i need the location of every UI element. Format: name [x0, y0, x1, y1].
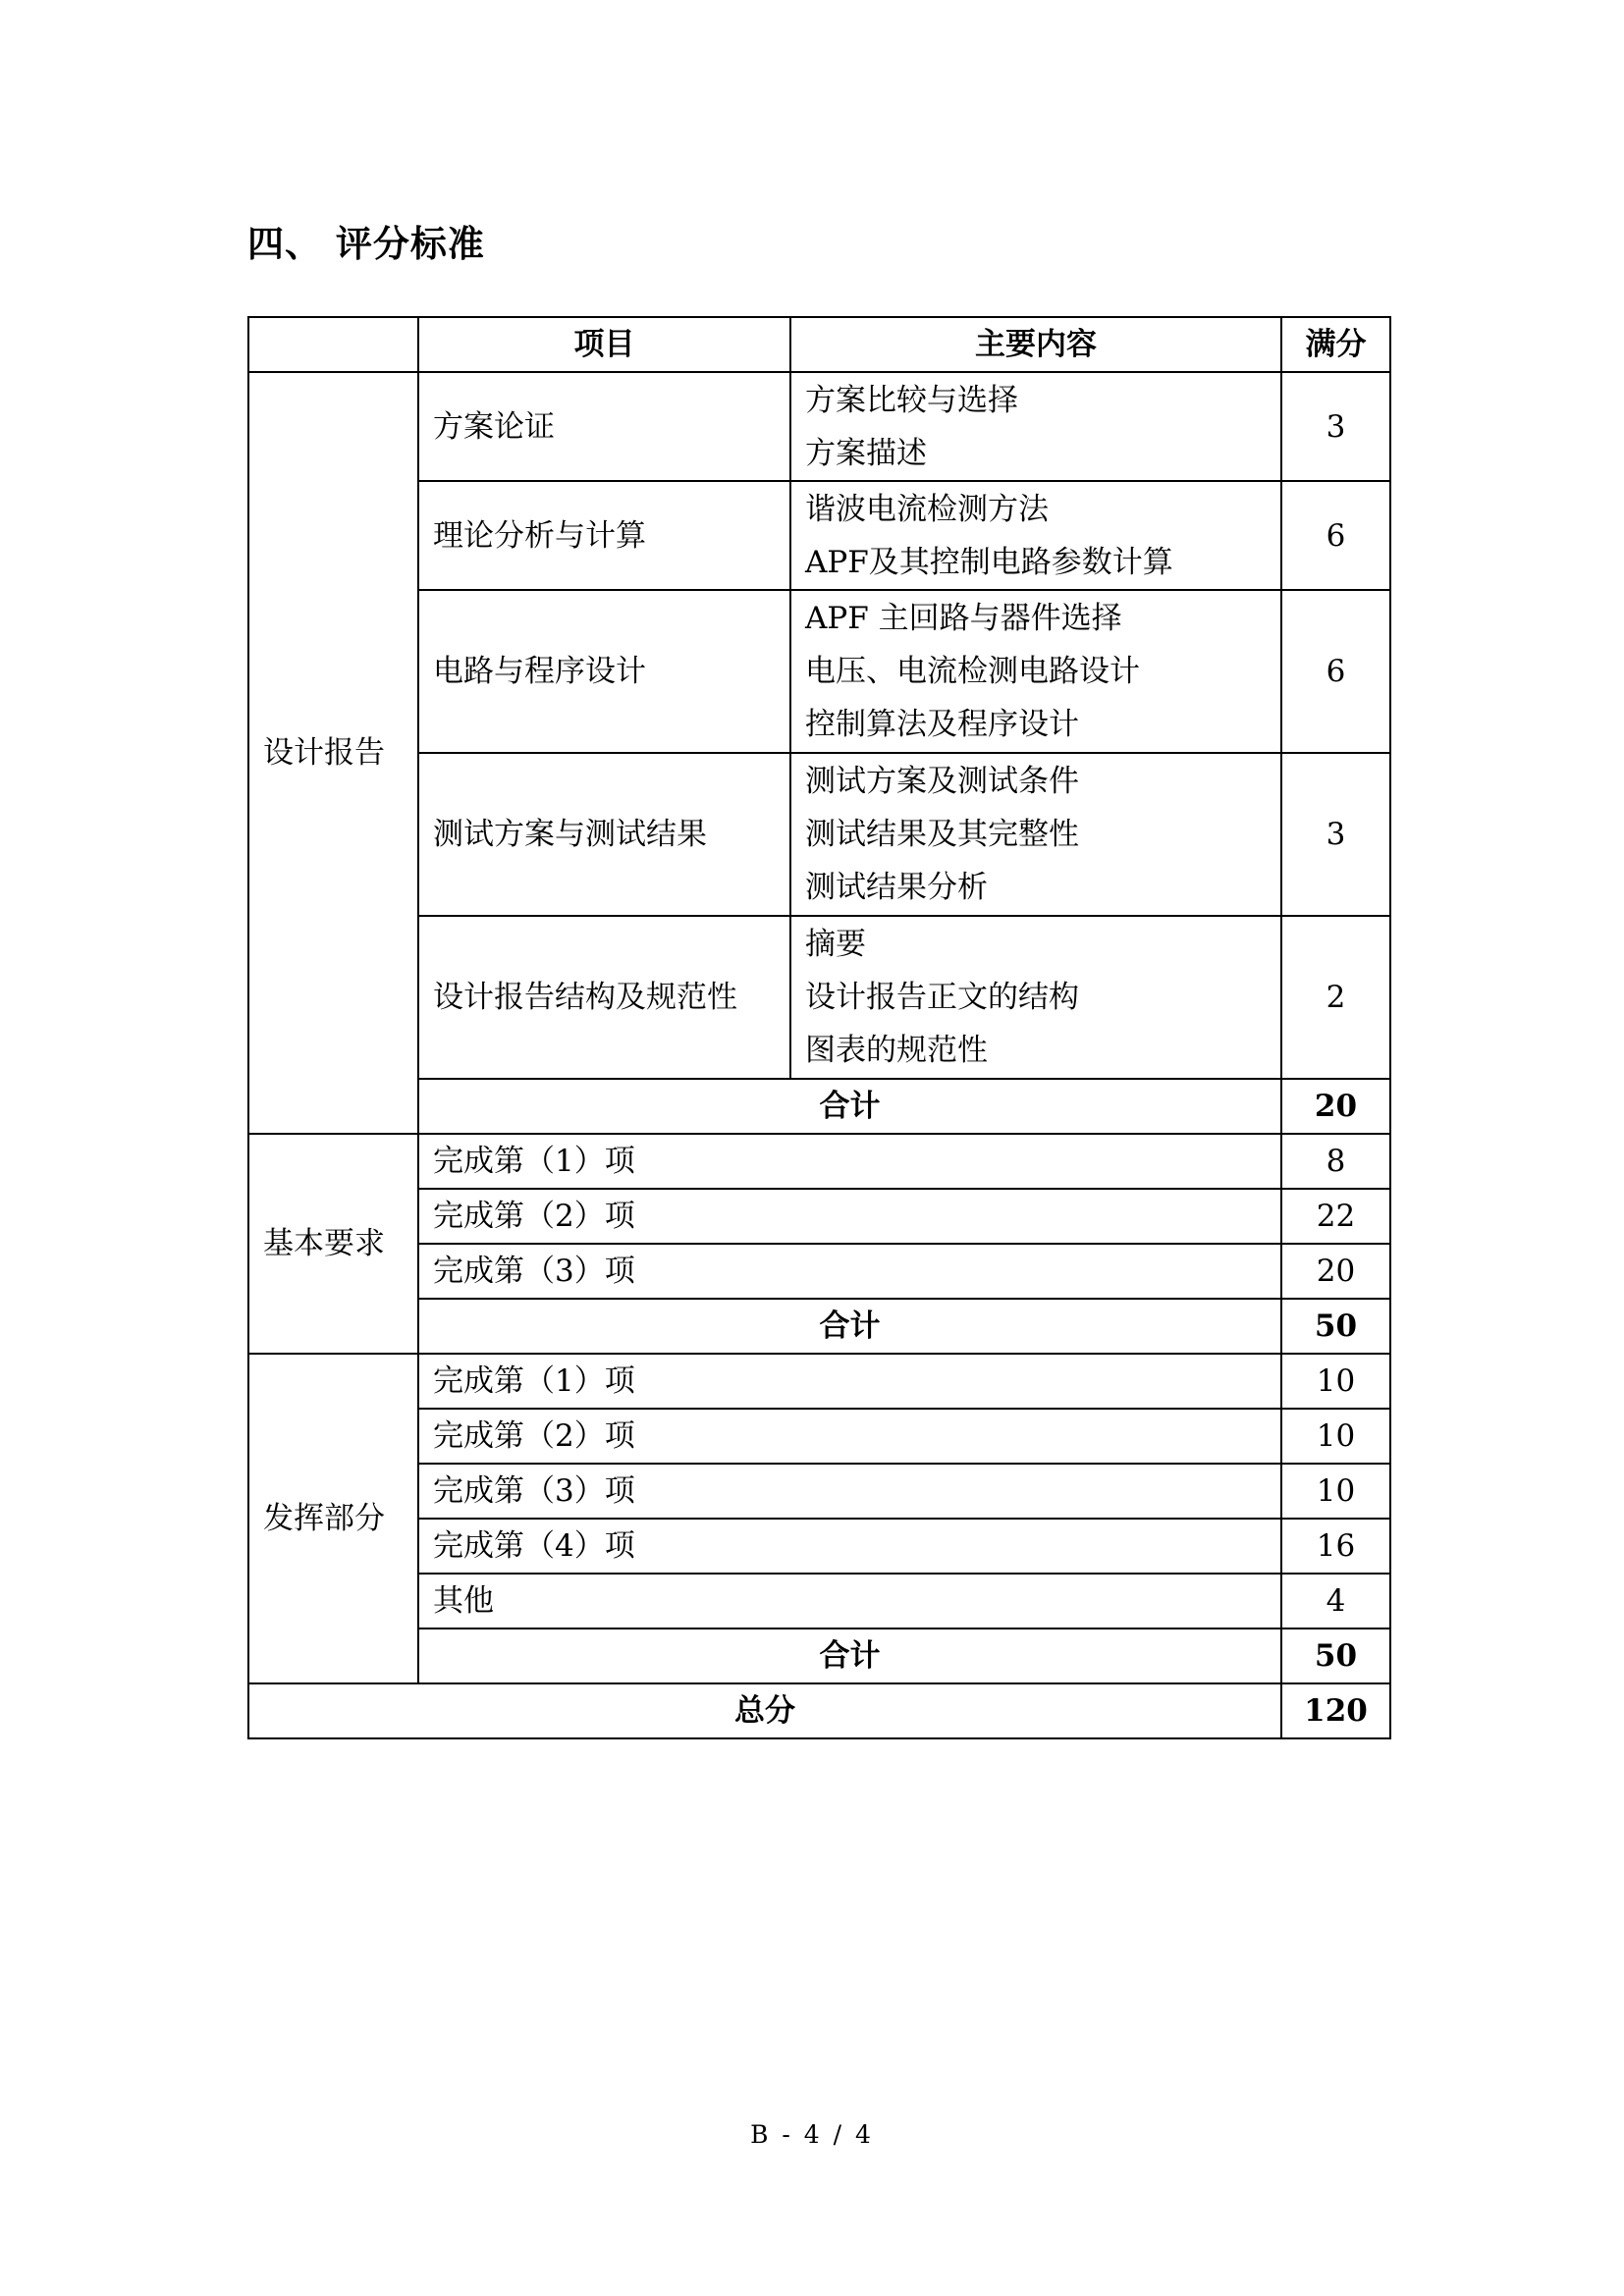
score-cell: 22 — [1281, 1189, 1390, 1244]
header-content: 主要内容 — [790, 317, 1281, 372]
scoring-table — [247, 316, 1391, 1739]
table-row — [248, 481, 1390, 590]
table-row — [248, 916, 1390, 1079]
content-line: 测试方案及测试条件 — [805, 764, 1079, 799]
item-cell: 完成第（2）项 — [418, 1409, 1281, 1464]
subtotal-row — [248, 1629, 1390, 1683]
score-cell: 6 — [1281, 590, 1390, 753]
item-cell: 完成第（1）项 — [418, 1354, 1281, 1409]
item-cell: 理论分析与计算 — [418, 481, 790, 590]
subtotal-row — [248, 1079, 1390, 1134]
content-line: 设计报告正文的结构 — [805, 980, 1079, 1015]
header-score: 满分 — [1281, 317, 1390, 372]
score-cell: 8 — [1281, 1134, 1390, 1189]
content-cell — [790, 916, 1281, 1079]
subtotal-label: 合计 — [418, 1299, 1281, 1354]
table-row — [248, 1519, 1390, 1574]
category-extended: 发挥部分 — [248, 1354, 418, 1683]
score-cell: 20 — [1281, 1244, 1390, 1299]
content-cell — [790, 481, 1281, 590]
item-cell: 方案论证 — [418, 372, 790, 481]
item-cell: 电路与程序设计 — [418, 590, 790, 753]
category-design-report: 设计报告 — [248, 372, 418, 1134]
content-line: 方案描述 — [805, 435, 927, 471]
content-line: 谐波电流检测方法 — [805, 491, 1049, 527]
content-line: 测试结果及其完整性 — [805, 817, 1079, 852]
item-cell: 完成第（3）项 — [418, 1244, 1281, 1299]
content-cell — [790, 753, 1281, 916]
item-cell: 设计报告结构及规范性 — [418, 916, 790, 1079]
score-cell: 16 — [1281, 1519, 1390, 1574]
score-cell: 2 — [1281, 916, 1390, 1079]
score-cell: 10 — [1281, 1354, 1390, 1409]
score-cell: 3 — [1281, 372, 1390, 481]
table-row — [248, 372, 1390, 481]
content-line: 控制算法及程序设计 — [805, 707, 1079, 742]
subtotal-value: 50 — [1281, 1629, 1390, 1683]
score-cell: 10 — [1281, 1409, 1390, 1464]
table-row — [248, 1574, 1390, 1629]
total-value: 120 — [1281, 1683, 1390, 1738]
header-blank — [248, 317, 418, 372]
score-cell: 6 — [1281, 481, 1390, 590]
content-line: APF及其控制电路参数计算 — [805, 544, 1173, 580]
table-row — [248, 1354, 1390, 1409]
header-item: 项目 — [418, 317, 790, 372]
subtotal-value: 20 — [1281, 1079, 1390, 1134]
item-cell: 完成第（3）项 — [418, 1464, 1281, 1519]
item-cell: 测试方案与测试结果 — [418, 753, 790, 916]
page-footer: B - 4 / 4 — [750, 2120, 874, 2149]
item-cell: 完成第（1）项 — [418, 1134, 1281, 1189]
table-row — [248, 1189, 1390, 1244]
content-line: 电压、电流检测电路设计 — [805, 654, 1140, 689]
content-line: 摘要 — [805, 927, 866, 962]
subtotal-row — [248, 1299, 1390, 1354]
table-row — [248, 1464, 1390, 1519]
total-row — [248, 1683, 1390, 1738]
table-row — [248, 753, 1390, 916]
subtotal-value: 50 — [1281, 1299, 1390, 1354]
score-cell: 4 — [1281, 1574, 1390, 1629]
content-line: 图表的规范性 — [805, 1033, 988, 1068]
content-cell — [790, 372, 1281, 481]
score-cell: 10 — [1281, 1464, 1390, 1519]
section-heading: 四、 评分标准 — [247, 223, 485, 265]
table-row — [248, 590, 1390, 753]
item-cell: 其他 — [418, 1574, 1281, 1629]
score-cell: 3 — [1281, 753, 1390, 916]
table-header-row — [248, 317, 1390, 372]
item-cell: 完成第（2）项 — [418, 1189, 1281, 1244]
table-row — [248, 1134, 1390, 1189]
content-line: 测试结果分析 — [805, 870, 988, 905]
table-row — [248, 1244, 1390, 1299]
total-label: 总分 — [248, 1683, 1281, 1738]
content-line: 方案比较与选择 — [805, 382, 1018, 418]
category-basic: 基本要求 — [248, 1134, 418, 1354]
content-cell — [790, 590, 1281, 753]
subtotal-label: 合计 — [418, 1079, 1281, 1134]
subtotal-label: 合计 — [418, 1629, 1281, 1683]
item-cell: 完成第（4）项 — [418, 1519, 1281, 1574]
content-line: APF 主回路与器件选择 — [805, 601, 1122, 636]
table-row — [248, 1409, 1390, 1464]
